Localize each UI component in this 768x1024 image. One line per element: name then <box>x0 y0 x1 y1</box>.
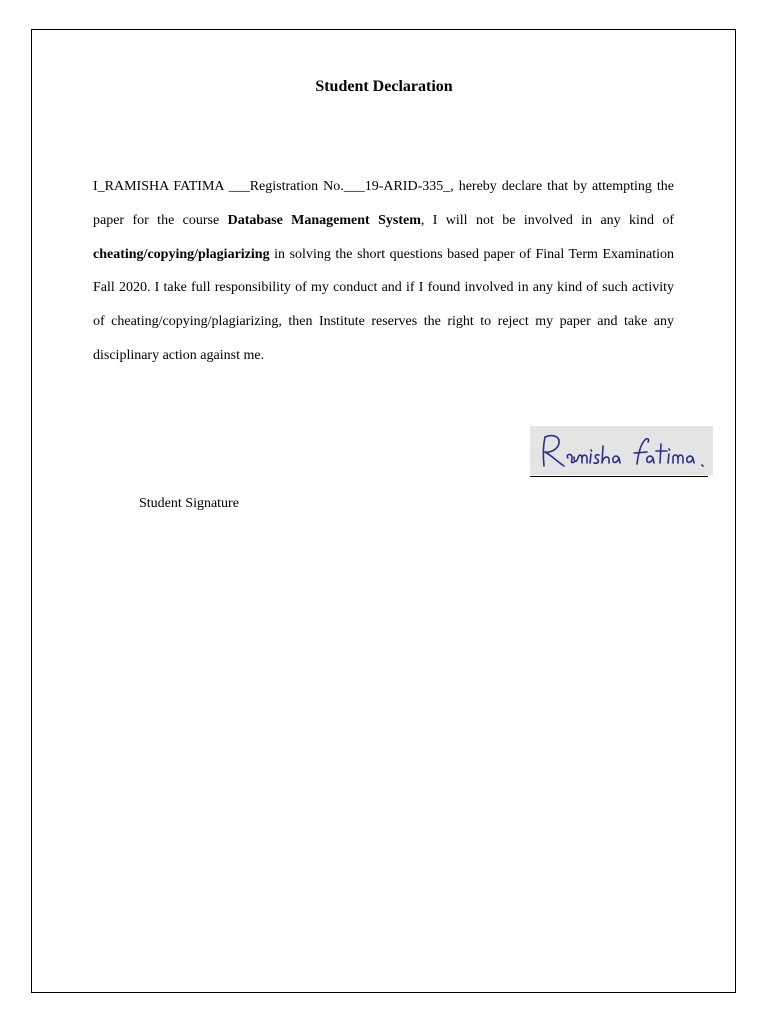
handwritten-signature-image <box>530 426 713 475</box>
offense-terms: cheating/copying/plagiarizing <box>93 246 270 262</box>
course-name: Database Management System <box>227 212 421 228</box>
declaration-paragraph <box>93 170 674 373</box>
declaration-text-1: I_RAMISHA FATIMA ___Registration No.___19-ARID-335_, hereby declare that by attempting the paper for the course <box>93 179 674 228</box>
declaration-text-3: in solving the short questions based paper of Final Term Examination Fall 2020. I take full responsibility of my conduct and if I found involved in any kind of such activity of cheating/copying/plagiarizing, then Institute reserves the right to reject my paper and take any disciplinary action against me. <box>93 246 674 363</box>
declaration-text-2: , I will not be involved in any kind of <box>420 212 674 228</box>
document-title: Student Declaration <box>315 78 453 95</box>
signature-line <box>530 476 708 477</box>
signature-label: Student Signature <box>139 496 239 511</box>
